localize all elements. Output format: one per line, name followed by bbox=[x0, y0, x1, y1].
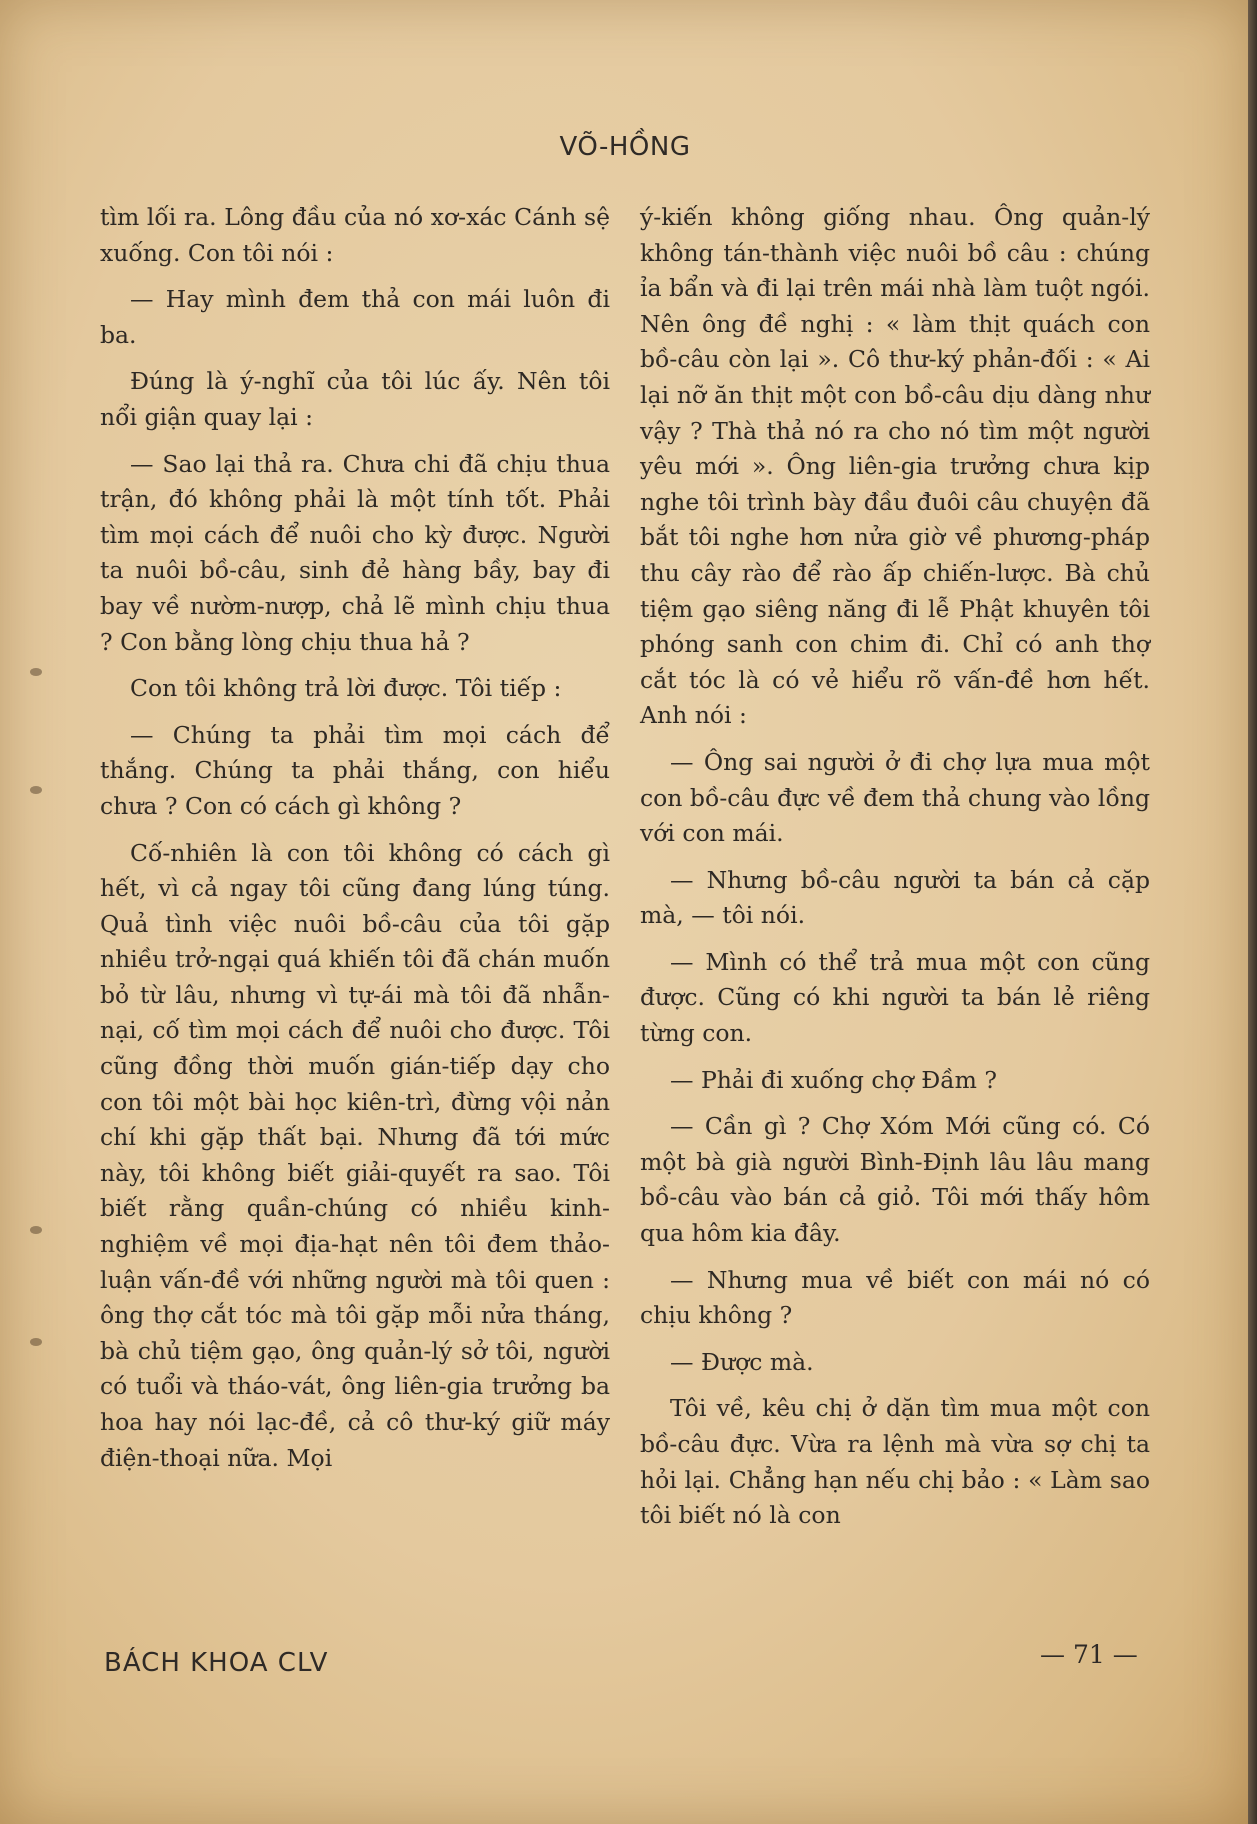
paragraph: — Chúng ta phải tìm mọi cách để thắng. Chúng ta phải thắng, con hiểu chưa ? Con có cách gì không ? bbox=[100, 720, 610, 820]
publication-footer: BÁCH KHOA CLV bbox=[104, 1648, 329, 1678]
paragraph: — Phải đi xuống chợ Đầm ? bbox=[670, 1065, 997, 1094]
paragraph: ý-kiến không giống nhau. Ông quản-lý không tán-thành việc nuôi bồ câu : chúng ỉa bẩn và đi lại trên mái nhà làm tuột ngói. Nên ông đề nghị : « làm thịt quách con bồ-câu còn lại ». Cô thư-ký phản-đối : « Ai lại nỡ ăn thịt một con bồ-câu dịu dàng như vậy ? Thà thả nó ra cho nó tìm một người yêu mới ». Ông liên-gia trưởng chưa kịp nghe tôi trình bày đầu đuôi câu chuyện đã bắt tôi nghe hơn nửa giờ về phương-pháp thu cây rào để rào ấp chiến-lược. Bà chủ tiệm gạo siêng năng đi lễ Phật khuyên tôi phóng sanh con chim đi. Chỉ có anh thợ cắt tóc là có vẻ hiểu rõ vấn-đề hơn hết. Anh nói : bbox=[640, 203, 1150, 730]
paragraph: — Hay mình đem thả con mái luôn đi ba. bbox=[100, 285, 610, 349]
paragraph: Tôi về, kêu chị ở dặn tìm mua một con bồ-câu đực. Vừa ra lệnh mà vừa sợ chị ta hỏi lại. Chẳng hạn nếu chị bảo : « Làm sao tôi biết nó là con bbox=[640, 1394, 1150, 1530]
paragraph: — Nhưng bồ-câu người ta bán cả cặp mà, — tôi nói. bbox=[640, 865, 1150, 930]
right-text-column bbox=[640, 200, 1150, 1545]
page-number: — 71 — bbox=[1040, 1640, 1138, 1669]
paragraph: tìm lối ra. Lông đầu của nó xơ-xác Cánh sệ xuống. Con tôi nói : bbox=[100, 203, 610, 267]
binding-hole bbox=[30, 668, 42, 676]
paragraph: — Sao lại thả ra. Chưa chi đã chịu thua trận, đó không phải là một tính tốt. Phải tìm mọi cách để nuôi cho kỳ được. Người ta nuôi bồ-câu, sinh đẻ hàng bầy, bay đi bay về nườm-nượp, chả lẽ mình chịu thua ? Con bằng lòng chịu thua hả ? bbox=[100, 449, 610, 656]
paragraph: Cố-nhiên là con tôi không có cách gì hết, vì cả ngay tôi cũng đang lúng túng. Quả tình việc nuôi bồ-câu của tôi gặp nhiều trở-ngại quá khiến tôi đã chán muốn bỏ từ lâu, nhưng vì tự-ái mà tôi đã nhẫn-nại, cố tìm mọi cách để nuôi cho được. Tôi cũng đồng thời muốn gián-tiếp dạy cho con tôi một bài học kiên-trì, đừng vội nản chí khi gặp thất bại. Nhưng đã tới mức này, tôi không biết giải-quyết ra sao. Tôi biết rằng quần-chúng có nhiều kinh-nghiệm về mọi địa-hạt nên tôi đem thảo-luận vấn-đề với những người mà tôi quen : ông thợ cắt tóc mà tôi gặp mỗi nửa tháng, bà chủ tiệm gạo, ông quản-lý sở tôi, người có tuổi và tháo-vát, ông liên-gia trưởng ba hoa hay nói lạc-đề, cả cô thư-ký giữ máy điện-thoại nữa. Mọi bbox=[100, 838, 610, 1472]
paragraph: Con tôi không trả lời được. Tôi tiếp : bbox=[130, 674, 562, 703]
paragraph: Đúng là ý-nghĩ của tôi lúc ấy. Nên tôi nổi giận quay lại : bbox=[100, 367, 610, 431]
paragraph: — Mình có thể trả mua một con cũng được. Cũng có khi người ta bán lẻ riêng từng con. bbox=[640, 947, 1150, 1048]
paragraph: — Cần gì ? Chợ Xóm Mới cũng có. Có một bà già người Bình-Định lâu lâu mang bồ-câu vào bán cả giỏ. Tôi mới thấy hôm qua hôm kia đây. bbox=[640, 1112, 1150, 1248]
binding-hole bbox=[30, 1226, 42, 1234]
left-text-column bbox=[100, 200, 610, 1487]
page-edge-shadow bbox=[1248, 0, 1257, 1824]
paragraph: — Nhưng mua về biết con mái nó có chịu không ? bbox=[640, 1265, 1150, 1330]
paragraph: — Được mà. bbox=[670, 1347, 814, 1376]
running-header: VÕ-HỒNG bbox=[559, 132, 691, 162]
binding-hole bbox=[30, 1338, 42, 1346]
paragraph: — Ông sai người ở đi chợ lựa mua một con bồ-câu đực về đem thả chung vào lồng với con mái. bbox=[640, 747, 1150, 848]
binding-hole bbox=[30, 786, 42, 794]
